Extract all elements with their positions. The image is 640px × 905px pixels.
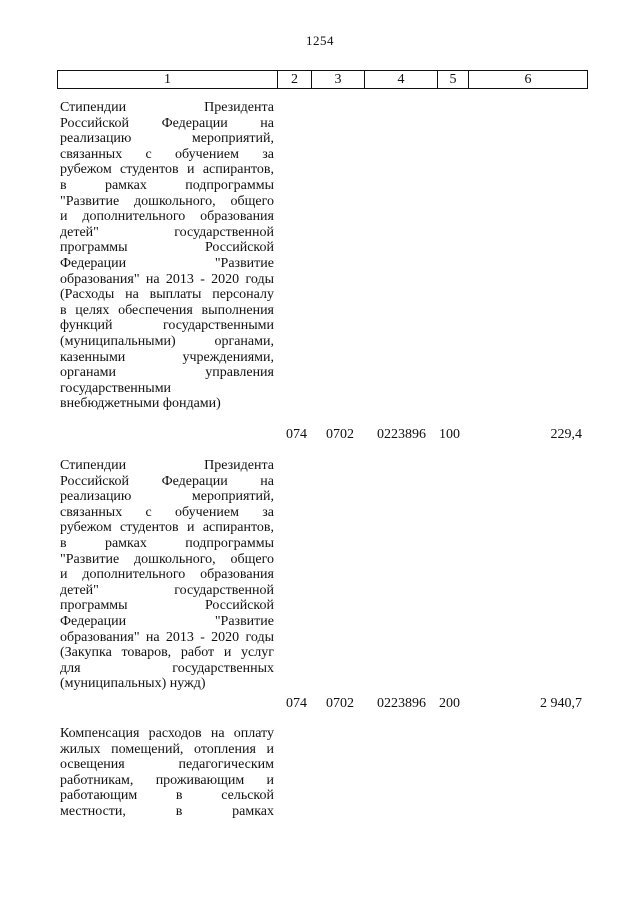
row-2-expense-type: 200 — [439, 696, 460, 711]
row-1-description — [60, 100, 274, 412]
row-2-line: и дополнительного образования — [60, 567, 274, 583]
row-1-line: (муниципальными) органами, — [60, 333, 274, 349]
row-2-line: (Закупка товаров, работ и услуг — [60, 645, 274, 661]
column-header-row — [58, 71, 588, 89]
row-1-target-code: 0223896 — [377, 427, 426, 442]
row-1-line: в целях обеспечения выполнения — [60, 302, 274, 318]
row-1-line: органами управления — [60, 365, 274, 381]
row-1-amount: 229,4 — [550, 427, 582, 442]
row-2-line: связанных с обучением за — [60, 504, 274, 520]
row-3-line: жилых помещений, отопления и — [60, 741, 274, 757]
row-1-line: образования" на 2013 - 2020 годы — [60, 271, 274, 287]
column-header-3: 3 — [312, 71, 365, 89]
row-1-line: (Расходы на выплаты персоналу — [60, 287, 274, 303]
row-2-description — [60, 458, 274, 692]
row-3-description — [60, 726, 274, 820]
row-2-line: программы Российской — [60, 598, 274, 614]
row-1-section-code: 0702 — [326, 427, 354, 442]
row-1-line: рубежом студентов и аспирантов, — [60, 162, 274, 178]
row-1-line: казенными учреждениями, — [60, 349, 274, 365]
column-header-2: 2 — [278, 71, 312, 89]
page-number: 1254 — [306, 33, 334, 48]
row-1-ministry-code: 074 — [286, 427, 307, 442]
column-header-table — [57, 70, 588, 89]
row-2-line: в рамках подпрограммы — [60, 535, 274, 551]
column-header-1: 1 — [58, 71, 278, 89]
row-2-line: Стипендии Президента — [60, 458, 274, 473]
row-2-line: реализацию мероприятий, — [60, 489, 274, 505]
row-2-line: рубежом студентов и аспирантов, — [60, 520, 274, 536]
column-header-5: 5 — [438, 71, 469, 89]
row-1-line: детей" государственной — [60, 224, 274, 240]
row-1-line: связанных с обучением за — [60, 146, 274, 162]
row-1-line: государственными — [60, 380, 172, 396]
column-header-6: 6 — [469, 71, 588, 89]
row-3-line: местности, в рамках — [60, 803, 274, 819]
row-2-line: образования" на 2013 - 2020 годы — [60, 629, 274, 645]
row-2-line: Федерации "Развитие — [60, 613, 274, 629]
row-1-line: в рамках подпрограммы — [60, 177, 274, 193]
row-2-target-code: 0223896 — [377, 696, 426, 711]
row-1-expense-type: 100 — [439, 427, 460, 442]
row-3-line: работающим в сельской — [60, 788, 274, 804]
row-1-line: Федерации "Развитие — [60, 255, 274, 271]
row-1-line: Стипендии Президента — [60, 100, 274, 115]
row-1-line: функций государственными — [60, 318, 274, 334]
row-1-line: программы Российской — [60, 240, 274, 256]
row-1-line: реализацию мероприятий, — [60, 131, 274, 147]
row-2-line: детей" государственной — [60, 582, 274, 598]
row-2-line: для государственных — [60, 660, 274, 676]
row-1-line: и дополнительного образования — [60, 209, 274, 225]
row-2-section-code: 0702 — [326, 696, 354, 711]
row-3-line: работникам, проживающим и — [60, 772, 274, 788]
row-1-line: Российской Федерации на — [60, 115, 274, 131]
column-header-4: 4 — [365, 71, 438, 89]
row-1-line: "Развитие дошкольного, общего — [60, 193, 274, 209]
row-2-amount: 2 940,7 — [540, 696, 582, 711]
row-1-line: внебюджетными фондами) — [60, 396, 221, 412]
row-3-line: Компенсация расходов на оплату — [60, 726, 274, 741]
row-3-line: освещения педагогическим — [60, 757, 274, 773]
row-2-line: "Развитие дошкольного, общего — [60, 551, 274, 567]
row-2-ministry-code: 074 — [286, 696, 307, 711]
row-2-line: Российской Федерации на — [60, 473, 274, 489]
row-2-line: (муниципальных) нужд) — [60, 676, 206, 692]
